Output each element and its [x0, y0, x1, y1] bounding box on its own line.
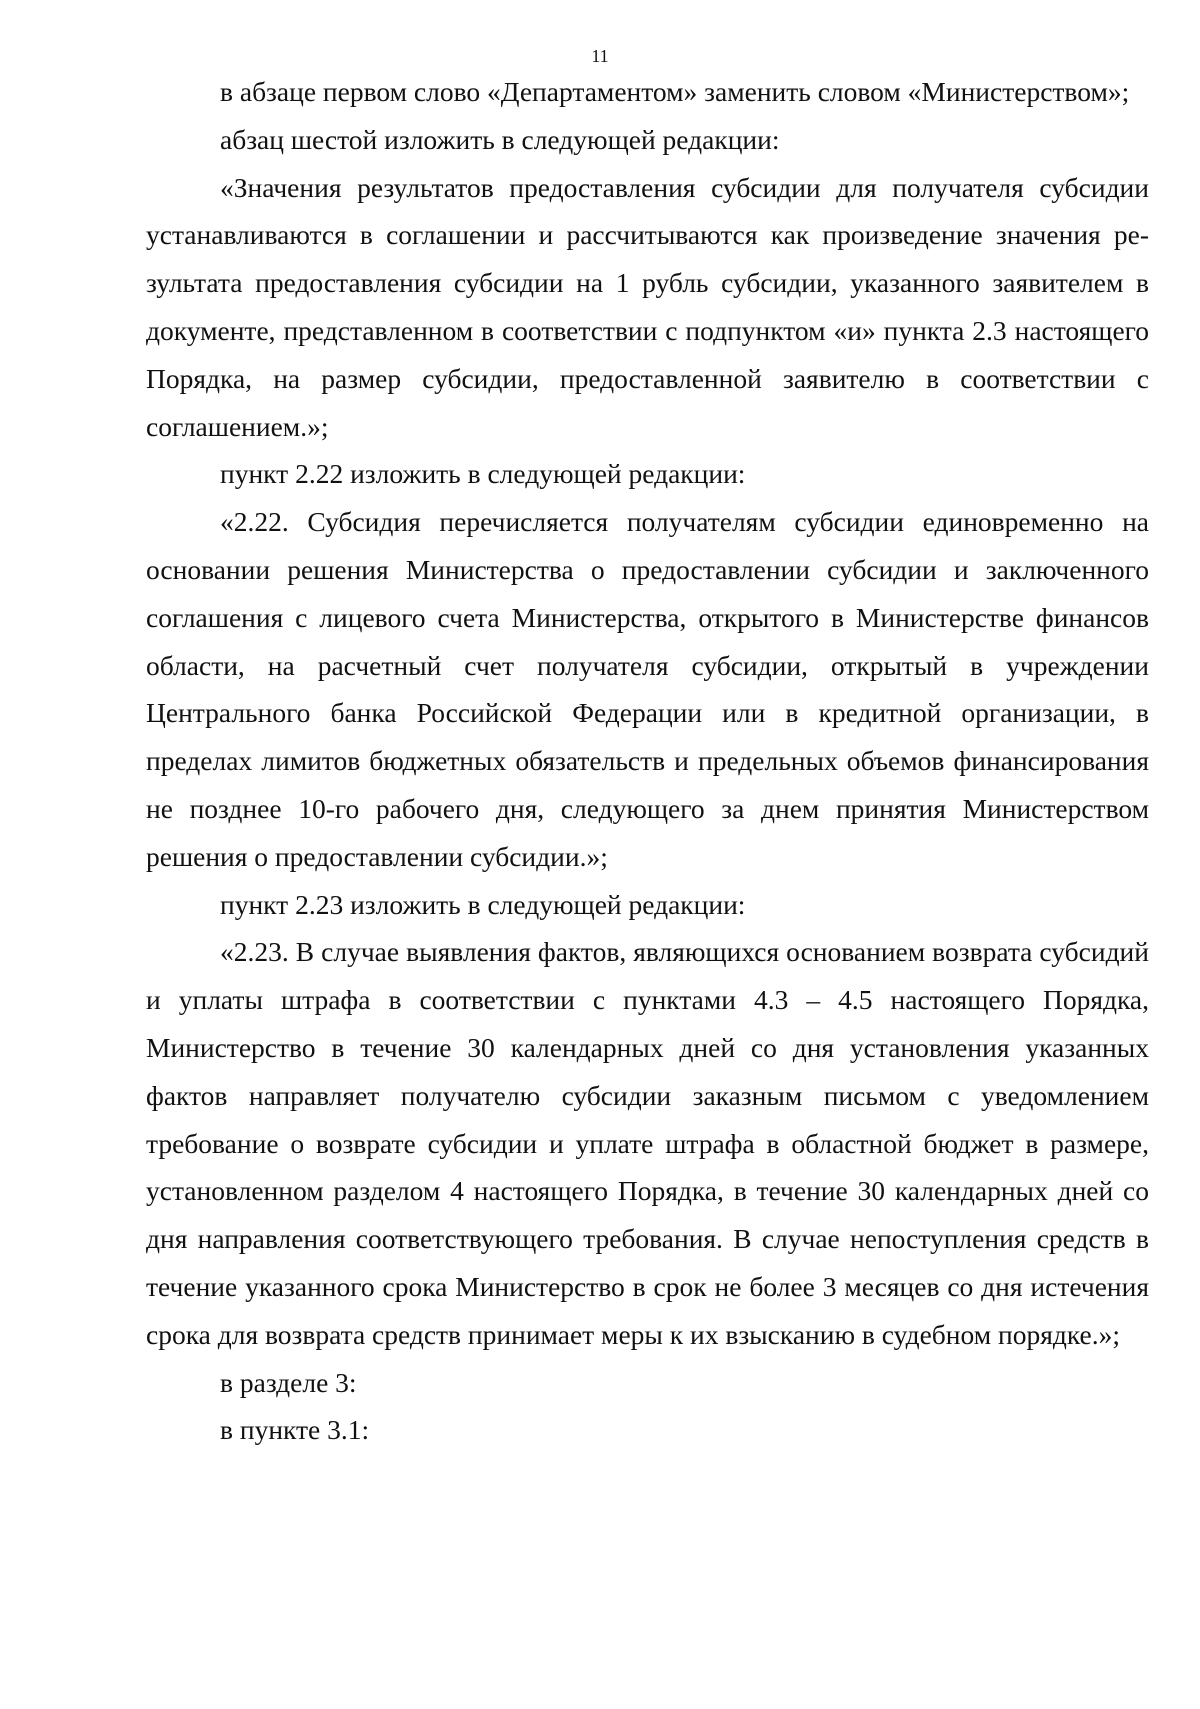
paragraph: в абзаце первом слово «Департаментом» заменить словом «Министерством»; [220, 76, 1130, 107]
paragraph: «Значения результатов предоставления субсидии для получателя субсидии устанавливаются в соглашении и рассчитываются как произведение значения результата предоставления субсидии на 1 рубль субсидии, указанного заявителем в документе, представленном в соответствии с подпунктом «и» пункта 2.3 настоящего Порядка, на размер субсидии, предоставленной заявителю в соответствии с соглашением.»; [146, 171, 1149, 442]
document-body [146, 68, 1149, 1454]
paragraph: в разделе 3: [220, 1366, 357, 1398]
paragraph: «2.23. В случае выявления фактов, являющихся основанием возврата субсидий и уплаты штрафа в соответствии с пунктами 4.3 – 4.5 настоящего Порядка, Министерство в течение 30 календарных дней со дня установления указанных фактов направляет получателю субсидии заказным письмом с уведомлением требование о возврате субсидии и уплате штрафа в областной бюджет в размере, установленном разделом 4 настоящего Порядка, в течение 30 календарных дней со дня направления соответствующего требования. В случае непоступления средств в течение указанного срока Министерство в срок не более 3 месяцев со дня истечения срока для возврата средств принимает меры к их взысканию в судебном порядке.»; [146, 936, 1149, 1350]
paragraph: пункт 2.23 изложить в следующей редакции: [220, 888, 746, 920]
paragraph: «2.22. Субсидия перечисляется получателям субсидии единовременно на основании решения Министерства о предоставлении субсидии и заключенного соглашения с лицевого счета Министерства, открытого в Министерстве финансов области, на расчетный счет получателя субсидии, открытый в учреждении Центрального банка Российской Федерации или в кредитной организации, в пределах лимитов бюджетных обязательств и предельных объемов финансирования не позднее 10-го рабочего дня, следующего за днем принятия Министерством решения о предоставлении субсидии.»; [146, 506, 1149, 872]
paragraph: в пункте 3.1: [220, 1414, 370, 1446]
page-number: 11 [591, 46, 609, 66]
paragraph: абзац шестой изложить в следующей редакции: [220, 123, 780, 155]
paragraph: пункт 2.22 изложить в следующей редакции: [220, 458, 746, 490]
